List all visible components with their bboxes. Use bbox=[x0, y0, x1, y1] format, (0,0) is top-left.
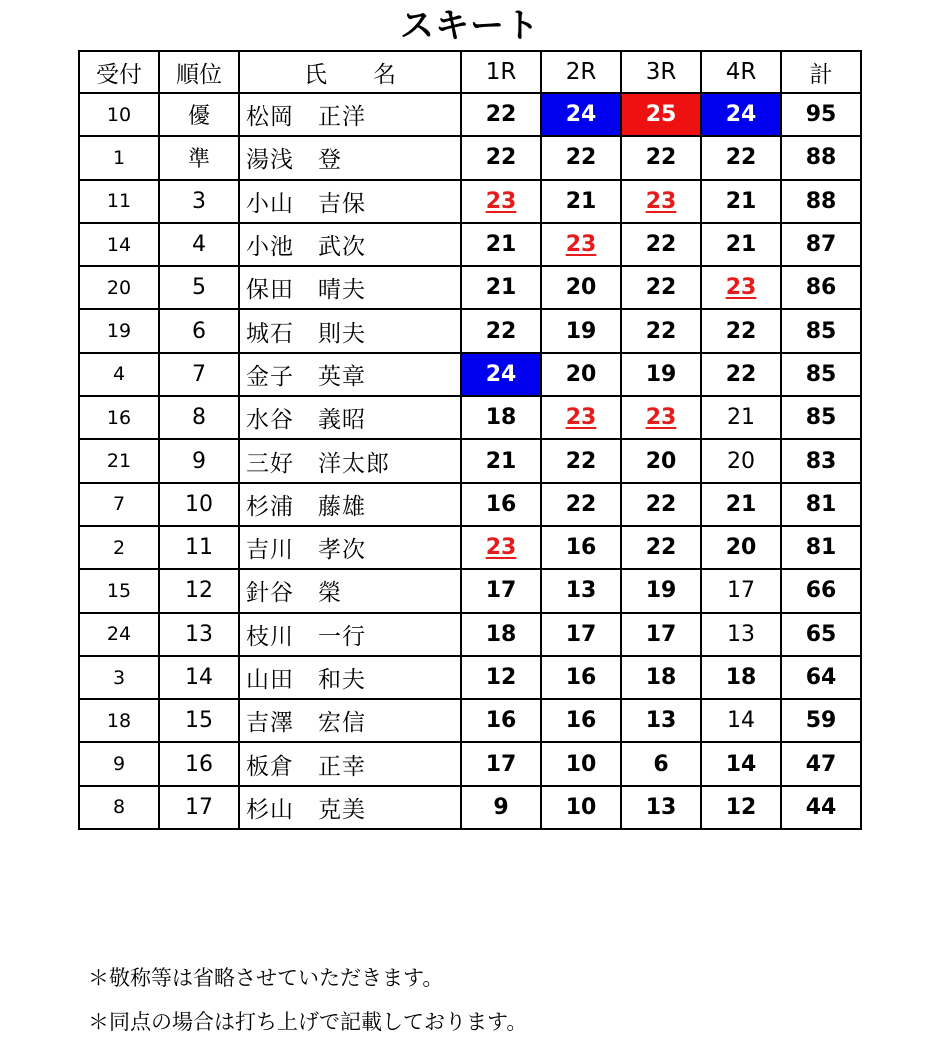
rank-cell: 4 bbox=[159, 223, 239, 266]
rank-cell: 7 bbox=[159, 353, 239, 396]
rank-cell: 5 bbox=[159, 266, 239, 309]
table-row bbox=[79, 439, 861, 482]
round-1-score-cell: 24 bbox=[461, 353, 541, 396]
round-2-score-cell: 22 bbox=[541, 439, 621, 482]
total-score-cell: 81 bbox=[781, 526, 861, 569]
table-row bbox=[79, 699, 861, 742]
table-row bbox=[79, 786, 861, 829]
round-4-score-cell: 14 bbox=[701, 742, 781, 785]
round-1-score-cell: 23 bbox=[461, 180, 541, 223]
round-1-score-cell: 21 bbox=[461, 266, 541, 309]
round-1-score-cell: 16 bbox=[461, 699, 541, 742]
table-row bbox=[79, 353, 861, 396]
rank-cell: 9 bbox=[159, 439, 239, 482]
name-cell: 保田 晴夫 bbox=[239, 266, 461, 309]
total-score-cell: 47 bbox=[781, 742, 861, 785]
round-3-score-cell: 22 bbox=[621, 526, 701, 569]
table-row bbox=[79, 569, 861, 612]
round-4-score-cell: 21 bbox=[701, 483, 781, 526]
rank-cell: 17 bbox=[159, 786, 239, 829]
round-4-score-cell: 23 bbox=[701, 266, 781, 309]
rank-cell: 15 bbox=[159, 699, 239, 742]
table-row bbox=[79, 309, 861, 352]
reception-number-cell: 9 bbox=[79, 742, 159, 785]
round-1-score-cell: 21 bbox=[461, 439, 541, 482]
total-score-cell: 86 bbox=[781, 266, 861, 309]
round-4-score-cell: 17 bbox=[701, 569, 781, 612]
total-score-cell: 88 bbox=[781, 180, 861, 223]
round-4-score-cell: 20 bbox=[701, 526, 781, 569]
round-3-score-cell: 22 bbox=[621, 483, 701, 526]
reception-number-cell: 2 bbox=[79, 526, 159, 569]
rank-cell: 16 bbox=[159, 742, 239, 785]
round-3-score-cell: 20 bbox=[621, 439, 701, 482]
table-row bbox=[79, 180, 861, 223]
round-3-score-cell: 23 bbox=[621, 396, 701, 439]
table-row bbox=[79, 656, 861, 699]
round-2-score-cell: 19 bbox=[541, 309, 621, 352]
round-2-score-cell: 23 bbox=[541, 223, 621, 266]
reception-number-cell: 21 bbox=[79, 439, 159, 482]
round-2-score-cell: 10 bbox=[541, 786, 621, 829]
total-score-cell: 59 bbox=[781, 699, 861, 742]
round-4-score-cell: 24 bbox=[701, 93, 781, 136]
rank-cell: 6 bbox=[159, 309, 239, 352]
round-4-score-cell: 13 bbox=[701, 613, 781, 656]
total-score-cell: 44 bbox=[781, 786, 861, 829]
header-round-1: 1R bbox=[461, 51, 541, 93]
rank-cell: 10 bbox=[159, 483, 239, 526]
round-3-score-cell: 13 bbox=[621, 786, 701, 829]
reception-number-cell: 15 bbox=[79, 569, 159, 612]
round-2-score-cell: 20 bbox=[541, 353, 621, 396]
round-1-score-cell: 22 bbox=[461, 309, 541, 352]
header-round-4: 4R bbox=[701, 51, 781, 93]
round-1-score-cell: 21 bbox=[461, 223, 541, 266]
table-row bbox=[79, 526, 861, 569]
total-score-cell: 66 bbox=[781, 569, 861, 612]
round-2-score-cell: 16 bbox=[541, 656, 621, 699]
results-table bbox=[78, 50, 862, 830]
header-round-3: 3R bbox=[621, 51, 701, 93]
reception-number-cell: 18 bbox=[79, 699, 159, 742]
rank-cell: 11 bbox=[159, 526, 239, 569]
table-row bbox=[79, 396, 861, 439]
total-score-cell: 65 bbox=[781, 613, 861, 656]
round-3-score-cell: 17 bbox=[621, 613, 701, 656]
total-score-cell: 85 bbox=[781, 396, 861, 439]
round-3-score-cell: 22 bbox=[621, 136, 701, 179]
round-3-score-cell: 22 bbox=[621, 309, 701, 352]
rank-cell: 12 bbox=[159, 569, 239, 612]
table-row bbox=[79, 266, 861, 309]
reception-number-cell: 10 bbox=[79, 93, 159, 136]
name-cell: 吉澤 宏信 bbox=[239, 699, 461, 742]
table-row bbox=[79, 136, 861, 179]
name-cell: 板倉 正幸 bbox=[239, 742, 461, 785]
round-2-score-cell: 10 bbox=[541, 742, 621, 785]
round-3-score-cell: 19 bbox=[621, 569, 701, 612]
name-cell: 杉山 克美 bbox=[239, 786, 461, 829]
name-cell: 金子 英章 bbox=[239, 353, 461, 396]
round-2-score-cell: 17 bbox=[541, 613, 621, 656]
name-cell: 小山 吉保 bbox=[239, 180, 461, 223]
table-row bbox=[79, 613, 861, 656]
round-3-score-cell: 18 bbox=[621, 656, 701, 699]
round-2-score-cell: 24 bbox=[541, 93, 621, 136]
name-cell: 杉浦 藤雄 bbox=[239, 483, 461, 526]
total-score-cell: 64 bbox=[781, 656, 861, 699]
round-4-score-cell: 22 bbox=[701, 353, 781, 396]
page-title: スキート bbox=[400, 6, 540, 46]
round-2-score-cell: 21 bbox=[541, 180, 621, 223]
total-score-cell: 83 bbox=[781, 439, 861, 482]
total-score-cell: 85 bbox=[781, 309, 861, 352]
header-name: 氏 名 bbox=[239, 51, 461, 93]
total-score-cell: 87 bbox=[781, 223, 861, 266]
reception-number-cell: 20 bbox=[79, 266, 159, 309]
reception-number-cell: 19 bbox=[79, 309, 159, 352]
table-row bbox=[79, 93, 861, 136]
round-1-score-cell: 22 bbox=[461, 136, 541, 179]
footnote-tiebreak: ＊同点の場合は打ち上げで記載しております。 bbox=[88, 1010, 528, 1034]
name-cell: 小池 武次 bbox=[239, 223, 461, 266]
round-4-score-cell: 22 bbox=[701, 309, 781, 352]
footnote-honorifics: ＊敬称等は省略させていただきます。 bbox=[88, 966, 444, 990]
header-row bbox=[79, 51, 861, 93]
rank-cell: 8 bbox=[159, 396, 239, 439]
header-total: 計 bbox=[781, 51, 861, 93]
name-cell: 枝川 一行 bbox=[239, 613, 461, 656]
round-2-score-cell: 16 bbox=[541, 526, 621, 569]
reception-number-cell: 1 bbox=[79, 136, 159, 179]
round-4-score-cell: 14 bbox=[701, 699, 781, 742]
rank-cell: 13 bbox=[159, 613, 239, 656]
round-1-score-cell: 9 bbox=[461, 786, 541, 829]
reception-number-cell: 8 bbox=[79, 786, 159, 829]
round-4-score-cell: 12 bbox=[701, 786, 781, 829]
round-1-score-cell: 17 bbox=[461, 569, 541, 612]
table-row bbox=[79, 223, 861, 266]
round-3-score-cell: 19 bbox=[621, 353, 701, 396]
round-3-score-cell: 22 bbox=[621, 266, 701, 309]
round-4-score-cell: 21 bbox=[701, 223, 781, 266]
name-cell: 水谷 義昭 bbox=[239, 396, 461, 439]
name-cell: 城石 則夫 bbox=[239, 309, 461, 352]
round-1-score-cell: 18 bbox=[461, 396, 541, 439]
round-2-score-cell: 22 bbox=[541, 136, 621, 179]
round-3-score-cell: 6 bbox=[621, 742, 701, 785]
reception-number-cell: 4 bbox=[79, 353, 159, 396]
round-1-score-cell: 12 bbox=[461, 656, 541, 699]
name-cell: 針谷 榮 bbox=[239, 569, 461, 612]
total-score-cell: 95 bbox=[781, 93, 861, 136]
round-1-score-cell: 18 bbox=[461, 613, 541, 656]
round-2-score-cell: 23 bbox=[541, 396, 621, 439]
round-3-score-cell: 25 bbox=[621, 93, 701, 136]
round-2-score-cell: 20 bbox=[541, 266, 621, 309]
round-1-score-cell: 16 bbox=[461, 483, 541, 526]
round-3-score-cell: 22 bbox=[621, 223, 701, 266]
name-cell: 三好 洋太郎 bbox=[239, 439, 461, 482]
rank-cell: 優 bbox=[159, 93, 239, 136]
round-4-score-cell: 22 bbox=[701, 136, 781, 179]
round-1-score-cell: 17 bbox=[461, 742, 541, 785]
round-4-score-cell: 21 bbox=[701, 180, 781, 223]
round-4-score-cell: 18 bbox=[701, 656, 781, 699]
reception-number-cell: 14 bbox=[79, 223, 159, 266]
header-round-2: 2R bbox=[541, 51, 621, 93]
table-row bbox=[79, 742, 861, 785]
name-cell: 山田 和夫 bbox=[239, 656, 461, 699]
footnotes bbox=[88, 956, 527, 1044]
total-score-cell: 88 bbox=[781, 136, 861, 179]
name-cell: 松岡 正洋 bbox=[239, 93, 461, 136]
rank-cell: 14 bbox=[159, 656, 239, 699]
total-score-cell: 81 bbox=[781, 483, 861, 526]
round-3-score-cell: 13 bbox=[621, 699, 701, 742]
round-1-score-cell: 23 bbox=[461, 526, 541, 569]
reception-number-cell: 24 bbox=[79, 613, 159, 656]
reception-number-cell: 11 bbox=[79, 180, 159, 223]
round-2-score-cell: 22 bbox=[541, 483, 621, 526]
reception-number-cell: 16 bbox=[79, 396, 159, 439]
name-cell: 吉川 孝次 bbox=[239, 526, 461, 569]
round-4-score-cell: 21 bbox=[701, 396, 781, 439]
round-1-score-cell: 22 bbox=[461, 93, 541, 136]
name-cell: 湯浅 登 bbox=[239, 136, 461, 179]
round-3-score-cell: 23 bbox=[621, 180, 701, 223]
total-score-cell: 85 bbox=[781, 353, 861, 396]
header-rank: 順位 bbox=[159, 51, 239, 93]
rank-cell: 3 bbox=[159, 180, 239, 223]
table-row bbox=[79, 483, 861, 526]
reception-number-cell: 7 bbox=[79, 483, 159, 526]
reception-number-cell: 3 bbox=[79, 656, 159, 699]
header-reception: 受付 bbox=[79, 51, 159, 93]
round-2-score-cell: 13 bbox=[541, 569, 621, 612]
rank-cell: 準 bbox=[159, 136, 239, 179]
round-4-score-cell: 20 bbox=[701, 439, 781, 482]
round-2-score-cell: 16 bbox=[541, 699, 621, 742]
